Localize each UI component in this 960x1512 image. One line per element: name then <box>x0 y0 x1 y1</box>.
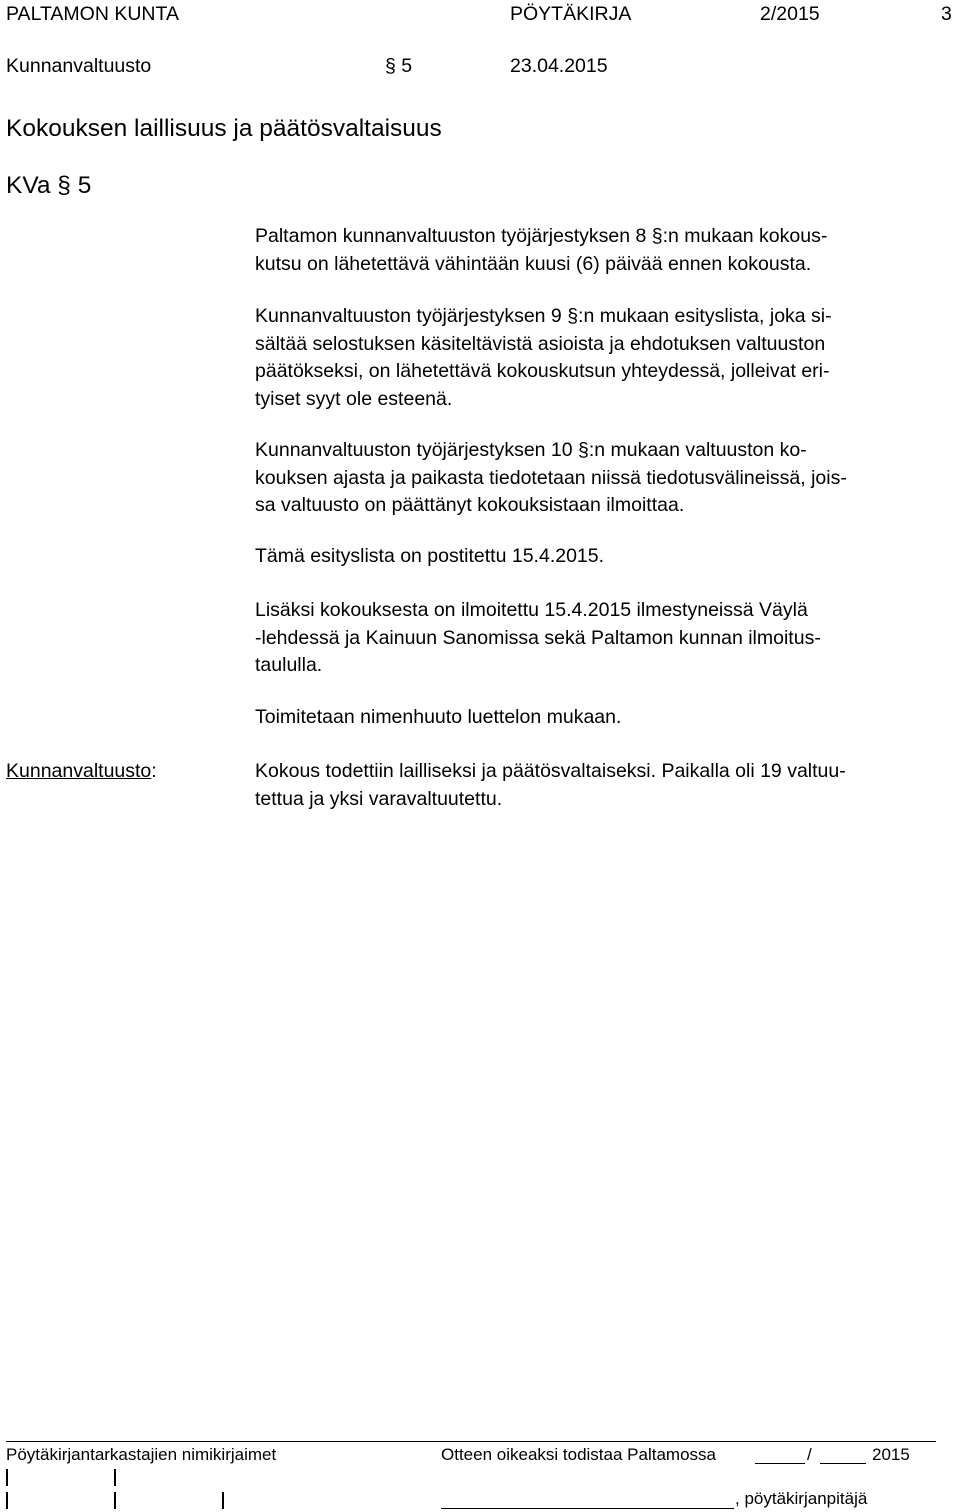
paragraph-line: sältää selostuksen käsiteltävistä asioista ja ehdotuksen valtuuston <box>255 332 826 355</box>
section-number: § 5 <box>385 55 413 77</box>
decision-label-colon: : <box>151 760 157 782</box>
meeting-body: Kunnanvaltuusto <box>6 55 152 77</box>
paragraph-3 <box>255 437 960 520</box>
month-line <box>820 1463 866 1464</box>
paragraph-line: kouksen ajasta ja paikasta tiedotetaan niissä tiedotusvälineissä, jois- <box>255 466 847 489</box>
paragraph-2 <box>255 303 960 413</box>
paragraph-1 <box>255 223 960 278</box>
footer-initials-label: Pöytäkirjantarkastajien nimikirjaimet <box>6 1445 277 1464</box>
paragraph-line: kutsu on lähetettävä vähintään kuusi (6) päivää ennen kokousta. <box>255 252 812 275</box>
paragraph-line: Kunnanvaltuuston työjärjestyksen 9 §:n mukaan esityslista, joka si- <box>255 305 832 327</box>
page-number: 3 <box>941 3 952 25</box>
meeting-date: 23.04.2015 <box>510 55 608 77</box>
paragraph-line: Toimitetaan nimenhuuto luettelon mukaan. <box>255 706 622 728</box>
initial-box-divider <box>6 1469 8 1486</box>
paragraph-line: Tämä esityslista on postitettu 15.4.2015. <box>255 545 605 567</box>
org-name: PALTAMON KUNTA <box>6 3 179 25</box>
paragraph-5 <box>255 597 960 680</box>
doc-number: 2/2015 <box>760 3 820 25</box>
footer-certification: Otteen oikeaksi todistaa Paltamossa <box>441 1445 716 1464</box>
doc-type: PÖYTÄKIRJA <box>510 3 632 25</box>
paragraph-line: -lehdessä ja Kainuun Sanomissa sekä Paltamon kunnan ilmoitus- <box>255 626 821 649</box>
signature-line <box>441 1508 734 1509</box>
decision-line: tettua ja yksi varavaltuutettu. <box>255 787 503 810</box>
signer-role: , pöytäkirjanpitäjä <box>735 1489 868 1508</box>
paragraph-line: sa valtuusto on päättänyt kokouksistaan ilmoittaa. <box>255 494 685 516</box>
decision-label-text: Kunnanvaltuusto <box>6 760 152 782</box>
initial-box-divider <box>222 1492 224 1509</box>
footer-rule <box>6 1441 936 1442</box>
paragraph-line: Lisäksi kokouksesta on ilmoitettu 15.4.2015 ilmestyneissä Väylä <box>255 599 808 621</box>
initial-box-divider <box>114 1492 116 1509</box>
paragraph-line: taululla. <box>255 654 323 676</box>
paragraph-6 <box>255 704 960 732</box>
section-ref: KVa § 5 <box>6 172 92 199</box>
footer-year: 2015 <box>872 1445 910 1464</box>
initial-box-divider <box>6 1492 8 1509</box>
decision-text <box>255 758 960 813</box>
footer-slash: / <box>807 1445 812 1464</box>
decision-line: Kokous todettiin lailliseksi ja päätösvaltaiseksi. Paikalla oli 19 valtuu- <box>255 760 846 782</box>
decision-label <box>6 758 157 784</box>
paragraph-line: päätökseksi, on lähetettävä kokouskutsun yhteydessä, jolleivat eri- <box>255 360 830 382</box>
page-title: Kokouksen laillisuus ja päätösvaltaisuus <box>6 115 442 142</box>
paragraph-line: tyiset syyt ole esteenä. <box>255 387 453 410</box>
paragraph-4 <box>255 543 960 571</box>
day-line <box>755 1463 805 1464</box>
initial-box-divider <box>114 1469 116 1486</box>
paragraph-line: Kunnanvaltuuston työjärjestyksen 10 §:n mukaan valtuuston ko- <box>255 439 807 461</box>
paragraph-line: Paltamon kunnanvaltuuston työjärjestyksen 8 §:n mukaan kokous- <box>255 225 828 247</box>
